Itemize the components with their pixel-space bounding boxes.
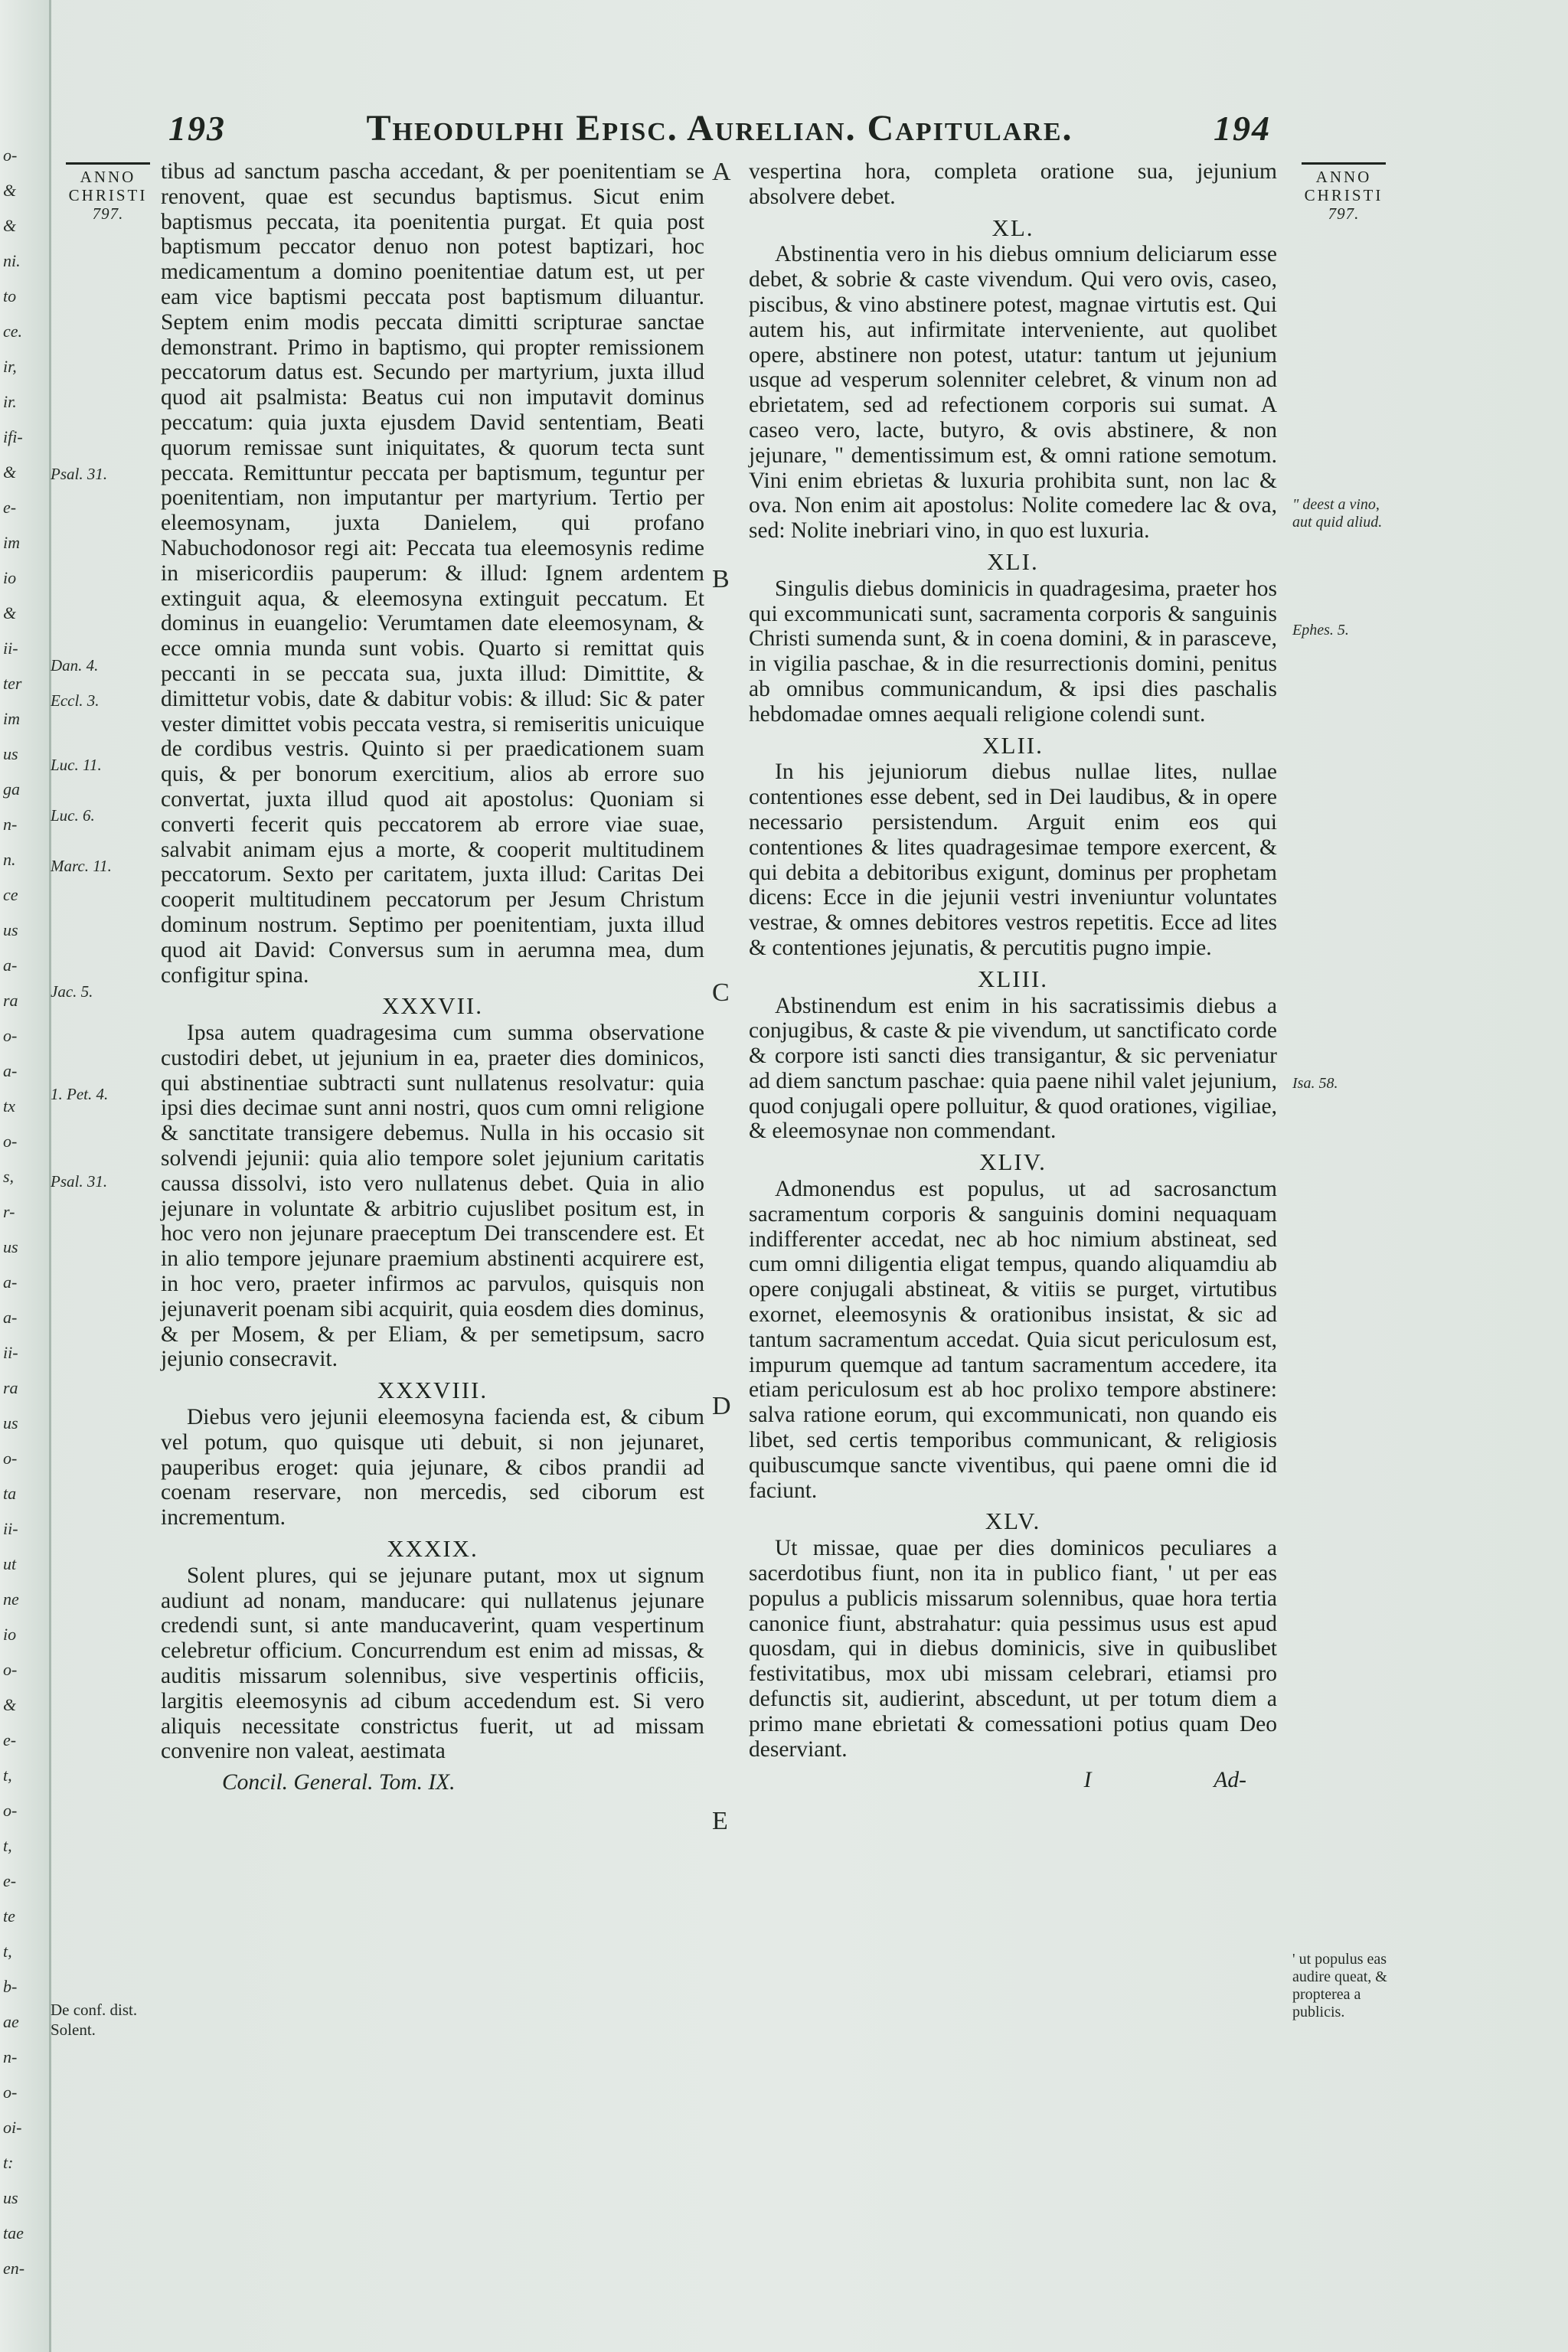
prev-page-fragment: io (3, 568, 17, 587)
chapter-heading: XXXVII. (382, 992, 483, 1020)
prev-page-fragment: te (3, 1906, 15, 1926)
section-letter: B (712, 565, 730, 593)
prev-page-fragment: t: (3, 2153, 14, 2172)
prev-page-fragment: im (3, 709, 20, 728)
prev-page-fragment: tx (3, 1096, 15, 1116)
signature-line (749, 1768, 1277, 1793)
prev-page-fragment: o- (3, 2082, 18, 2102)
rule (1302, 162, 1386, 165)
chapter-heading: XLI. (987, 547, 1039, 575)
chapter-heading: XL. (991, 214, 1034, 241)
signature: Concil. General. Tom. IX. (222, 1770, 456, 1795)
prev-page-fragment: us (3, 1413, 18, 1432)
margin-ref: Ephes. 5. (1292, 622, 1349, 639)
margin-note: " deest a vino, aut quid aliud. (1292, 496, 1383, 531)
margin-ref: 1. Pet. 4. (51, 1085, 109, 1103)
anno-christi-left (58, 162, 158, 223)
catchword: Ad- (1214, 1768, 1246, 1793)
prev-page-fragment: oi- (3, 2118, 22, 2137)
paragraph: Abstinendum est enim in his sacratissimis diebus a conjugibus, & caste & pie vivendum, ut sanctificato corde & corpore isti sancti dies transigantur, & sic perveniatur ad diem sanctum paschae: quia paene nihil valet jejunium, quod conjugali opere polluitur, & quod orationes, vigiliae, & eleemosynae non commendant. (749, 993, 1277, 1144)
prev-page-fragment: a- (3, 1272, 18, 1292)
margin-ref: Luc. 11. (51, 756, 102, 774)
section-letter: A (712, 158, 731, 186)
margin-ref: Dan. 4. (51, 656, 99, 675)
prev-page-fragment: ni. (3, 251, 21, 270)
margin-ref: Solent. (51, 2020, 96, 2039)
margin-ref: Isa. 58. (1292, 1075, 1338, 1092)
prev-page-fragment: ra (3, 1378, 18, 1397)
prev-page-fragment: ta (3, 1484, 17, 1503)
prev-page-fragment: ir, (3, 357, 17, 376)
prev-page-fragment: e- (3, 1871, 17, 1890)
margin-note: ' ut populus eas audire queat, & propterea a publicis. (1292, 1951, 1387, 2020)
christi-label: CHRISTI (1304, 186, 1383, 204)
margin-ref: Marc. 11. (51, 857, 112, 875)
prev-page-fragment: & (3, 181, 17, 200)
chapter-heading: XLII. (982, 731, 1044, 759)
prev-page-fragment: o- (3, 1449, 18, 1468)
section-letter: E (712, 1807, 728, 1835)
paragraph: Solent plures, qui se jejunare putant, mox ut signum audiunt ad nonam, manducare: qui nullatenus jejunare credendi sunt, si ante manducaverint, quam vespertinum celebretur officium. Concurrendum est enim ad missas, & auditis missarum solennibus, sive vespertinis officiis, largitis eleemosynis ad cibum accedendum est. Si vero aliquis necessitate constrictus fuerit, ut ad missam convenire non valeat, aestimata (161, 1563, 704, 1764)
prev-page-fragment: us (3, 2188, 18, 2207)
chapter-heading: XLIII. (977, 965, 1049, 992)
prev-page-fragment: io (3, 1625, 17, 1644)
prev-page-fragment: ga (3, 779, 20, 799)
chapter-heading: XXXIX. (387, 1535, 479, 1563)
prev-page-fragment: a- (3, 956, 18, 975)
anno-christi-right (1294, 162, 1393, 223)
prev-page-fragment: o- (3, 1801, 18, 1820)
prev-page-fragment: ut (3, 1554, 17, 1573)
anno-label: ANNO (1315, 168, 1372, 186)
paragraph: Singulis diebus dominicis in quadragesima, praeter hos qui excommunicati sunt, sacramenta corporis & sanguinis Christi sumenda sunt, & in coena domini, & in parasceve, in vigilia paschae, & in die resurrectionis domini, penitus ab omnibus communicandum, & ipsi dies paschalis hebdomadae omnes aequali religione colendi sunt. (749, 576, 1277, 727)
prev-page-fragment: ii- (3, 1519, 18, 1538)
paragraph: Diebus vero jejunii eleemosyna facienda est, & cibum vel potum, quo quisque uti debuit, si non jejunaret, pauperibus eroget: quia jejunare, & cibos prandii ad coenam reservare, non mercedis, sed ciborum est incrementum. (161, 1405, 704, 1530)
margin-ref: Luc. 6. (51, 806, 95, 825)
prev-page-fragment: ii- (3, 1343, 18, 1362)
prev-page-fragment: ce. (3, 322, 23, 341)
page-title: Theodulphi Episc. Aurelian. Capitulare. (366, 108, 1073, 149)
prev-page-fragment: to (3, 286, 17, 305)
paragraph: Ipsa autem quadragesima cum summa observatione custodiri debet, ut jejunium in ea, praeter dies dominicos, qui abstinentiae subtracti sunt nullatenus resolvatur: quia ipsi dies decimae sunt anni nostri, quos cum omni religione & sanctitate transigere debemus. Nulla in his occasio sit solvendi jejunii: quia alio tempore solet jejunium caritatis caussa dissolvi, isto vero nullatenus debet. Quia in alio jejunare in voluntate & arbitrio cujuslibet positum est, in hoc vero non jejunare praeceptum Dei transcendere est. Et in alio tempore jejunare praemium abstinenti acquirere est, in hoc vero, praeter infirmos ac parvulos, quisquis non jejunaverit poenam sibi acquirit, quia eosdem dies dominus, & per Mosem, & per Eliam, & per semetipsum, sacro jejunio consecravit. (161, 1021, 704, 1372)
margin-ref: Jac. 5. (51, 982, 93, 1001)
rule (66, 162, 150, 165)
prev-page-fragment: a- (3, 1308, 18, 1327)
prev-page-fragment: ra (3, 991, 18, 1010)
paragraph: Ut missae, quae per dies dominicos peculiares a sacerdotibus fiunt, non ita in publico fiant, ' ut per eas populus a publicis missarum solennibus, quae hora tertia canonice fiunt, abstrahatur: quia pessimus usus est apud quosdam, qui in diebus dominicis, sive in quibuslibet festivitatibus, mox ubi missam celebrari, etiamsi pro defunctis sit, audierint, abscedunt, ut per totum diem a primo mane ebrietati & comessationi potius quam Deo deserviant. (749, 1536, 1277, 1762)
prev-page-fragment: tae (3, 2223, 24, 2243)
prev-page-fragment: ce (3, 885, 18, 904)
prev-page-fragment: & (3, 462, 17, 482)
prev-page-fragment: s, (3, 1167, 15, 1186)
anno-year: 797. (92, 204, 124, 223)
section-letter: C (712, 978, 730, 1007)
prev-page-fragment: t, (3, 1942, 12, 1961)
paragraph: Abstinentia vero in his diebus omnium deliciarum esse debet, & sobrie & caste vivendum. Qui vero ovis, caseo, piscibus, & vino abstinere potest, magnae virtutis est. Qui autem his, aut infirmitate interveniente, aut quolibet opere, abstinere non potest, utatur: tantum ut jejunium usque ad vesperum solenniter celebret, & vinum non ad ebrietatem, sed ad refectionem corporis sui sumat. A caseo vero, lacte, butyro, & ovis abstinere, & non jejunare, " dementissimum est, & omni ratione semotum. Vini enim ebrietas & luxuria prohibita sunt, non lac & ova. Non enim ait apostolus: Nolite comedere lac & ova, sed: Nolite inebriari vino, in quo est luxuria. (749, 242, 1277, 544)
margin-ref: Eccl. 3. (51, 691, 100, 710)
prev-page-fragment: us (3, 744, 18, 763)
prev-page-fragment: us (3, 920, 18, 939)
anno-label: ANNO (80, 168, 136, 186)
chapter-heading: XLIV. (979, 1148, 1047, 1176)
chapter-heading: XLV. (985, 1508, 1041, 1535)
margin-ref: Psal. 31. (51, 465, 108, 483)
prev-page-fragment: & (3, 603, 17, 622)
prev-page-fragment: n. (3, 850, 16, 869)
section-letter: D (712, 1392, 731, 1420)
page-number-right: 194 (1214, 109, 1271, 148)
paragraph: vespertina hora, completa oratione sua, jejunium absolvere debet. (749, 159, 1277, 209)
prev-page-fragment: ae (3, 2012, 19, 2031)
prev-page-fragment: ne (3, 1589, 19, 1609)
prev-page-fragment: n- (3, 815, 18, 834)
prev-page-fragment: n- (3, 2047, 18, 2066)
paragraph: Admonendus est populus, ut ad sacrosanctum sacramentum corporis & sanguinis domini nequaquam indifferenter accedat, nec ab hoc nimium abstineat, sed cum omni diligentia eligat tempus, quando aliquamdiu ab opere conjugali abstineat, & vitiis se purget, virtutibus exornet, eleemosynis & orationibus insistat, & sic ad tantum sacramentum accedat. Quia sicut periculosum est, impurum quemque ad tantum sacramentum accedere, ita etiam periculosum est ab hoc prolixo tempore abstinere: salva ratione eorum, qui excommunicati, non quando eis libet, sed certis temporibus communicant, & religiosis quibuscumque sancte viventibus, qui paene omni die id faciunt. (749, 1177, 1277, 1503)
prev-page-fragment: o- (3, 1132, 18, 1151)
prev-page-fragment: o- (3, 145, 18, 165)
running-header (168, 107, 1271, 149)
prev-page-fragment: us (3, 1237, 18, 1256)
prev-page-fragment: a- (3, 1061, 18, 1080)
prev-page-fragment: ifi- (3, 427, 23, 446)
previous-page-edge (0, 0, 51, 2352)
signature-mark: I (1083, 1768, 1092, 1793)
chapter-heading: XXXVIII. (377, 1377, 488, 1404)
prev-page-fragment: ter (3, 674, 22, 693)
paragraph: In his jejuniorum diebus nullae lites, nullae contentiones esse debent, sed in Dei laudibus, & in opere necessario persistendum. Arguit enim eos qui contentiones & lites quadragesimae tempore exercent, & qui debita a debitoribus exigunt, dominus per prophetam dicens: Ecce in die jejunii vestri inveniuntur voluntates vestrae, & omnes debitores vestros repetitis. Ecce ad lites & contentiones jejunatis, & percutitis pugno impie. (749, 760, 1277, 960)
prev-page-fragment: & (3, 216, 17, 235)
prev-page-fragment: o- (3, 1026, 18, 1045)
margin-ref: Psal. 31. (51, 1172, 108, 1191)
prev-page-fragment: e- (3, 498, 17, 517)
right-column (749, 159, 1277, 1793)
page-number-left: 193 (168, 109, 226, 148)
prev-page-fragment: r- (3, 1202, 15, 1221)
prev-page-fragment: e- (3, 1730, 17, 1749)
prev-page-fragment: ir. (3, 392, 17, 411)
prev-page-fragment: t, (3, 1836, 12, 1855)
paragraph: tibus ad sanctum pascha accedant, & per poenitentiam se renovent, quae est secundus baptismus. Sicut enim baptismus peccata, ita poenitentia purgat. Et quia post baptismum peccator denuo non potest baptizari, hoc medicamentum a domino poenitentiae datum est, ut per eam vice baptismi peccata post baptismum diluantur. Septem enim modis peccata dimitti scripturae sanctae demonstrant. Primo in baptismo, qui propter remissionem peccatorum datus est. Secundo per martyrium, juxta illud quod ait psalmista: Beatus cui non imputavit dominus peccatum: quia juxta ejusdem David sententiam, Beati quorum remissae sunt iniquitates, & quorum tecta sunt peccata. Remittuntur peccata per baptismum, teguntur per poenitentiam, non imputantur per martyrium. Tertio per eleemosynam, juxta Danielem, qui profano Nabuchodonosor regi ait: Peccata tua eleemosynis redime in misericordiis pauperum: & illud: Ignem ardentem extinguit aqua, & eleemosyna extinguit peccatum. Et dominus in euangelio: Verumtamen date eleemosynam, & ecce omnia munda sunt vobis. Quarto si remittat quis peccanti in se peccata sua, juxta illud: Dimittite, & dimittetur vobis, date & dabitur vobis: & illud: Sic & pater vester dimittet vobis peccata vestra, si remiseritis unicuique de cordibus vestris. Quinto si per praedicationem suam quis, & per bonorum exercitium, alios ab errore suo convertat, juxta illud quod ait apostolus: Quoniam si converti fecerit quis peccatorem ab errore viae suae, salvabit animam ejus a morte, & cooperit multitudinem peccatorum. Sexto per caritatem, juxta illud: Caritas Dei cooperit multitudinem peccatorum per Jesum Christum dominum nostrum. Septimo per poenitentiam, juxta illud quod ait David: Conversus sum in aerumna mea, dum configitur spina. (161, 159, 704, 988)
anno-year: 797. (1328, 204, 1360, 223)
signature-line (161, 1770, 704, 1795)
christi-label: CHRISTI (68, 186, 148, 204)
prev-page-fragment: im (3, 533, 20, 552)
prev-page-fragment: o- (3, 1660, 18, 1679)
prev-page-fragment: b- (3, 1977, 18, 1996)
margin-ref: De conf. dist. (51, 2001, 138, 2019)
left-column (161, 159, 704, 1795)
prev-page-fragment: t, (3, 1766, 12, 1785)
prev-page-fragment: & (3, 1695, 17, 1714)
prev-page-fragment: ii- (3, 639, 18, 658)
prev-page-fragment: en- (3, 2259, 25, 2278)
